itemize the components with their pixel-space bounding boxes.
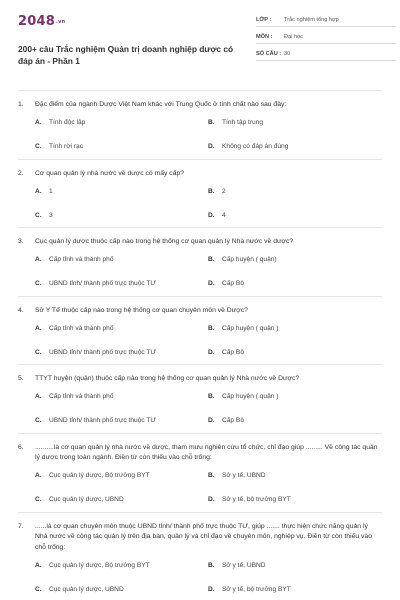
question-body: Cơ quan quản lý nhà nước về dược có mấy cấp?	[35, 169, 185, 177]
answer-letter: B.	[208, 472, 215, 479]
answer-option[interactable]	[35, 409, 208, 433]
question-body: ......là cơ quan chuyên môn thuộc UBND tỉnh/ thành phố trực thuộc TƯ, giúp ....... thực hiện chức năng quản lý Nhà nước về công tác quản lý trên địa bàn, quản lý và chỉ đạo về chuyên môn, nghiệp vụ. Điền từ còn thiếu vào chỗ trống:	[35, 522, 372, 551]
answer-text: Cấp Bộ	[222, 348, 244, 356]
answer-options	[35, 553, 382, 600]
answer-text: Cấp huyện ( quận )	[222, 324, 279, 332]
answer-text: 3	[49, 211, 53, 219]
answer-text: Sở y tế, bộ trưởng BYT	[222, 585, 291, 593]
answer-option[interactable]	[208, 464, 381, 488]
answer-letter: C.	[35, 143, 42, 150]
answer-text: Sở y tế, UBND	[222, 561, 266, 569]
answer-text: Cấp tỉnh và thành phố	[49, 256, 114, 263]
answer-letter: C.	[35, 280, 42, 287]
question-text	[18, 169, 382, 180]
answer-text: Cấp tỉnh và thành phố	[49, 324, 114, 332]
question-text	[18, 374, 382, 385]
answer-option[interactable]	[208, 488, 381, 512]
question-list	[18, 90, 382, 600]
question-item	[18, 90, 382, 159]
answer-option[interactable]	[35, 488, 208, 512]
answer-options	[35, 248, 382, 296]
question-item	[18, 433, 382, 512]
answer-option[interactable]	[35, 553, 208, 577]
answer-text: UBND tỉnh/ thành phố trực thuộc TƯ	[49, 417, 157, 424]
meta-info	[256, 14, 396, 65]
answer-option[interactable]	[208, 577, 381, 600]
answer-option[interactable]	[208, 135, 381, 159]
question-item	[18, 227, 382, 296]
answer-letter: D.	[208, 280, 215, 287]
answer-options	[35, 385, 382, 433]
answer-option[interactable]	[208, 553, 381, 577]
question-number: 5.	[18, 375, 24, 382]
answer-letter: A.	[35, 393, 42, 400]
question-item	[18, 512, 382, 600]
answer-text: Cấp huyện ( quận)	[222, 256, 277, 263]
meta-label: MÔN :	[256, 34, 273, 40]
answer-option[interactable]	[208, 316, 381, 340]
answer-letter: A.	[35, 119, 42, 126]
meta-value: Đại học	[284, 34, 303, 40]
meta-row-subject	[256, 31, 396, 44]
question-body: Sở Y Tế thuộc cấp nào trong hệ thống cơ quan chuyên môn về Dược?	[35, 306, 248, 314]
answer-text: UBND tỉnh/ thành phố trực thuộc TƯ	[49, 280, 157, 287]
answer-option[interactable]	[208, 409, 381, 433]
question-item	[18, 364, 382, 433]
answer-letter: D.	[208, 143, 215, 150]
answer-text: Cấp huyện ( quận )	[222, 393, 279, 400]
question-text	[18, 100, 382, 111]
question-text	[18, 443, 382, 464]
question-body: Đặc điểm của ngành Dược Việt Nam khác với Trung Quốc ở tính chất nào sau đây:	[35, 101, 287, 108]
answer-letter: C.	[35, 348, 42, 356]
answer-text: Sở y tế, UBND	[222, 472, 266, 479]
answer-letter: D.	[208, 496, 215, 503]
answer-text: Cục quản lý dược, UBND	[49, 585, 124, 593]
answer-option[interactable]	[208, 272, 381, 296]
answer-option[interactable]	[35, 316, 208, 340]
question-text	[18, 306, 382, 317]
answer-letter: B.	[208, 324, 215, 332]
answer-letter: B.	[208, 393, 215, 400]
answer-options	[35, 464, 382, 512]
document-header	[18, 14, 382, 80]
answer-option[interactable]	[35, 340, 208, 364]
answer-text: Cấp Bộ	[222, 280, 244, 287]
answer-letter: A.	[35, 187, 42, 195]
answer-text: 4	[222, 211, 226, 219]
meta-value: 30	[284, 51, 291, 57]
site-logo[interactable]	[18, 14, 65, 29]
answer-letter: B.	[208, 119, 215, 126]
answer-letter: A.	[35, 561, 42, 569]
meta-row-count	[256, 48, 396, 61]
question-number: 3.	[18, 238, 24, 245]
answer-option[interactable]	[35, 385, 208, 409]
question-number: 2.	[18, 169, 24, 177]
answer-letter: D.	[208, 585, 215, 593]
question-body: ..........là cơ quan quản lý nhà nước về dược, tham mưu nghiên cứu tổ chức, chỉ đạo giúp ......... Về công tác quản lý dược trong toàn ngành. Điền từ còn thiếu vào chỗ trống:	[35, 443, 378, 461]
answer-option[interactable]	[35, 272, 208, 296]
answer-option[interactable]	[35, 111, 208, 135]
question-number: 1.	[18, 101, 24, 108]
answer-text: 2	[222, 187, 226, 195]
question-number: 4.	[18, 306, 24, 314]
answer-text: Cục quản lý dược, UBND	[49, 496, 124, 503]
document-title: 200+ câu Trắc nghiệm Quản trị doanh nghiệp dược có đáp án - Phần 1	[18, 44, 234, 66]
answer-letter: D.	[208, 417, 215, 424]
meta-label: LỚP :	[256, 17, 272, 23]
answer-option[interactable]	[208, 111, 381, 135]
answer-letter: A.	[35, 324, 42, 332]
answer-letter: B.	[208, 187, 215, 195]
answer-text: Không có đáp án đúng	[222, 143, 289, 150]
answer-letter: C.	[35, 211, 42, 219]
answer-option[interactable]	[35, 248, 208, 272]
answer-text: Cấp Bộ	[222, 417, 244, 424]
answer-option[interactable]	[208, 385, 381, 409]
answer-text: Sở y tế, bộ trưởng BYT	[222, 496, 291, 503]
answer-option[interactable]	[35, 203, 208, 227]
question-number: 7.	[18, 522, 24, 530]
answer-text: 1	[49, 187, 53, 195]
answer-option[interactable]	[208, 203, 381, 227]
question-text	[18, 522, 382, 554]
logo-tld: .vn	[55, 18, 66, 25]
answer-text: Cục quản lý dược, Bộ trưởng BYT	[49, 561, 150, 569]
answer-text: Tính rời rạc	[49, 143, 84, 150]
answer-text: Tính độc lập	[49, 119, 86, 126]
answer-option[interactable]	[208, 179, 381, 203]
answer-letter: A.	[35, 472, 42, 479]
answer-letter: C.	[35, 585, 42, 593]
answer-letter: A.	[35, 256, 42, 263]
answer-option[interactable]	[35, 577, 208, 600]
answer-option[interactable]	[35, 179, 208, 203]
answer-letter: D.	[208, 348, 215, 356]
answer-option[interactable]	[208, 248, 381, 272]
answer-option[interactable]	[208, 340, 381, 364]
answer-letter: D.	[208, 211, 215, 219]
question-item	[18, 159, 382, 228]
answer-text: Cục quản lý dược, Bộ trưởng BYT	[49, 472, 150, 479]
answer-options	[35, 111, 382, 159]
answer-text: UBND tỉnh/ thành phố trực thuộc TƯ	[49, 348, 157, 356]
answer-letter: C.	[35, 496, 42, 503]
meta-value: Trắc nghiệm tổng hợp	[284, 17, 339, 23]
answer-option[interactable]	[35, 464, 208, 488]
answer-text: Tính tập trung	[222, 119, 264, 126]
logo-text: 2048	[18, 14, 55, 29]
answer-letter: B.	[208, 256, 215, 263]
answer-option[interactable]	[35, 135, 208, 159]
answer-letter: B.	[208, 561, 215, 569]
question-item	[18, 296, 382, 365]
answer-text: Cấp tỉnh và thành phố	[49, 393, 114, 400]
question-text	[18, 237, 382, 248]
question-body: TTYT huyện (quận) thuộc cấp nào trong hệ thống cơ quan quản lý Nhà nước về Dược?	[35, 375, 300, 382]
answer-options	[35, 316, 382, 364]
answer-letter: C.	[35, 417, 42, 424]
question-body: Cục quản lý dược thuộc cấp nào trong hệ thống cơ quan quản lý Nhà nước về dược?	[35, 238, 294, 245]
answer-options	[35, 179, 382, 227]
meta-row-class	[256, 14, 396, 27]
meta-label: SỐ CÂU :	[256, 51, 282, 57]
question-number: 6.	[18, 443, 24, 451]
